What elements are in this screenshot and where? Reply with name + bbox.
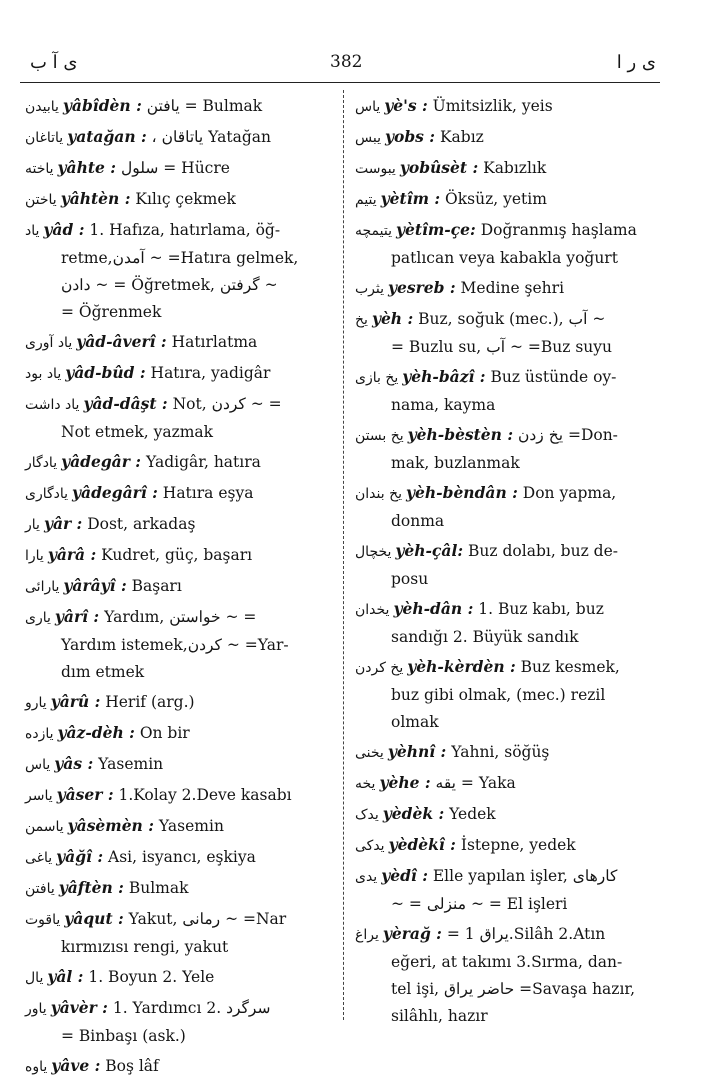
definition-text: silâhlı, hazır [391,1007,488,1025]
arabic-headword: یبوست [355,161,396,177]
transliteration: yâve : [51,1056,101,1075]
definition-text: retme,آمدن ~ =Hatıra gelmek, [61,249,299,267]
dictionary-entry [355,421,655,477]
entry-line [355,537,655,566]
entry-line [355,421,655,450]
transliteration: yatağan : [67,127,147,146]
dictionary-entry [355,479,655,535]
entry-line [355,245,655,272]
transliteration: yâl : [47,967,84,986]
entry-line [355,769,655,798]
definition-text: Buz dolabı, buz de- [468,542,619,560]
definition-text: buz gibi olmak, (mec.) rezil [391,686,606,704]
dictionary-entry [25,719,335,748]
left-column [25,92,335,1083]
dictionary-entry [25,185,335,214]
entry-line [25,245,335,272]
definition-text: یقه = Yaka [435,774,516,792]
transliteration: yâsèmèn : [67,816,154,835]
dictionary-entry [355,154,655,183]
definition-text: = یراق 1.Silâh 2.Atın [446,925,606,943]
arabic-headword: یاسمن [25,819,64,835]
definition-text: 1. Boyun 2. Yele [88,968,215,986]
arabic-headword: یارا [25,548,44,564]
arabic-headword: یاس [355,99,381,115]
entry-line [25,688,335,717]
transliteration: yèh-dân : [393,599,474,618]
dictionary-entry [25,781,335,810]
arabic-headword: یاری [25,610,51,626]
arabic-headword: یاد [25,223,40,239]
definition-text: Kudret, güç, başarı [101,546,253,564]
definition-text: Boş lâf [105,1057,159,1075]
arabic-headword: یادگار [25,455,58,471]
transliteration: yârâyî : [63,576,127,595]
transliteration: yâd-bûd : [65,363,146,382]
arabic-headword: یخنی [355,745,384,761]
arabic-headword: یخه [355,776,376,792]
entry-line [25,448,335,477]
entry-line [25,572,335,601]
transliteration: yobs : [384,127,436,146]
definition-text: سلول = Hücre [120,159,230,177]
definition-text: Yedek [449,805,496,823]
right-column [355,92,655,1032]
entry-line [25,272,335,299]
arabic-headword: یدک [355,807,379,823]
entry-line [355,976,655,1003]
transliteration: yèdèk : [382,804,445,823]
transliteration: yârû : [50,692,101,711]
transliteration: yâz-dèh : [57,723,135,742]
entry-line [25,719,335,748]
entry-line [25,603,335,632]
entry-line [355,450,655,477]
arabic-headword: یخ بازی [355,370,399,386]
transliteration: yèh-çâl: [395,541,464,560]
entry-line [355,566,655,593]
definition-text: یافتن = Bulmak [146,97,263,115]
dictionary-entry [25,359,335,388]
dictionary-entry [355,769,655,798]
definition-text: Başarı [131,577,182,595]
definition-text: Yardım istemek,کردن ~ =Yar- [61,636,289,654]
transliteration: yèh : [371,309,414,328]
entry-line [355,653,655,682]
entry-line [25,154,335,183]
arabic-headword: یخدان [355,602,390,618]
definition-text: = Öğrenmek [61,303,162,321]
transliteration: yâğî : [56,847,104,866]
arabic-headword: یخ بستن [355,428,404,444]
entry-line [25,185,335,214]
dictionary-entry [25,994,335,1050]
entry-line [25,92,335,121]
definition-text: Yakut, رمانی ~ =Nar [128,910,287,928]
entry-line [25,963,335,992]
definition-text: Buz, soğuk (mec.), آب ~ [418,310,606,328]
transliteration: yâftèn : [58,878,124,897]
definition-text: Buz kesmek, [520,658,620,676]
definition-text: İstepne, yedek [460,836,576,854]
transliteration: yâd-âverî : [76,332,167,351]
arabic-headword: یدکی [355,838,385,854]
entry-line [355,123,655,152]
entry-line [355,305,655,334]
entry-line [25,299,335,326]
header-letters-right: ی ر ا [616,52,656,73]
definition-text: Öksüz, yetim [445,190,547,208]
arabic-headword: یاد بود [25,366,62,382]
arabic-headword: یتیم [355,192,377,208]
entry-line [355,920,655,949]
arabic-headword: یافتن [25,881,55,897]
transliteration: yesreb : [388,278,456,297]
transliteration: yâdegârî : [72,483,158,502]
arabic-headword: یاور [25,1001,47,1017]
entry-line [25,659,335,686]
entry-line [25,541,335,570]
definition-text: On bir [139,724,190,742]
entry-line [355,216,655,245]
transliteration: yârâ : [47,545,97,564]
entry-line [25,328,335,357]
dictionary-entry [355,537,655,593]
definition-text: mak, buzlanmak [391,454,520,472]
definition-text: tel işi, حاضر یراق =Savaşa hazır, [391,980,636,998]
arabic-headword: یابیدن [25,99,59,115]
arabic-headword: یادگاری [25,486,69,502]
arabic-headword: یاغی [25,850,53,866]
definition-text: Hatıra eşya [162,484,254,502]
definition-text: kırmızısı rengi, yakut [61,938,229,956]
transliteration: yè's : [384,96,428,115]
definition-text: olmak [391,713,439,731]
transliteration: yèhe : [379,773,431,792]
definition-text: = Binbaşı (ask.) [61,1027,186,1045]
definition-text: = Buzlu su, آب ~ =Buz suyu [391,338,613,356]
dictionary-entry [355,274,655,303]
entry-line [25,1023,335,1050]
transliteration: yâser : [56,785,114,804]
dictionary-entry [25,216,335,326]
definition-text: Ümitsizlik, yeis [432,97,553,115]
dictionary-entry [355,738,655,767]
entry-line [355,891,655,918]
transliteration: yèhnî : [387,742,447,761]
arabic-headword: یدی [355,869,378,885]
entry-line [25,994,335,1023]
transliteration: yâbîdèn : [62,96,142,115]
dictionary-entry [355,920,655,1030]
arabic-headword: یاوه [25,1059,48,1075]
entry-line [355,479,655,508]
arabic-headword: یاسر [25,788,53,804]
entry-line [355,595,655,624]
entry-line [25,510,335,539]
entry-line [25,905,335,934]
definition-text: Yardım, خواستن ~ = [104,608,257,626]
dictionary-entry [355,653,655,736]
arabic-headword: یاخته [25,161,54,177]
transliteration: yâhte : [57,158,117,177]
dictionary-entry [25,572,335,601]
entry-line [25,843,335,872]
entry-line [355,949,655,976]
arabic-headword: یخ کردن [355,660,404,676]
definition-text: دادن ~ = Öğretmek, گرفتن ~ [61,276,278,294]
dictionary-entry [25,1052,335,1081]
entry-line [355,800,655,829]
dictionary-entry [25,963,335,992]
dictionary-entry [25,328,335,357]
definition-text: Kabızlık [483,159,547,177]
transliteration: yèrağ : [382,924,442,943]
definition-text: 1. Yardımcı 2. سرگرد [112,999,271,1017]
page-number: 382 [330,52,363,72]
entry-line [25,479,335,508]
definition-text: Yasemin [98,755,164,773]
transliteration: yètîm : [380,189,441,208]
arabic-headword: یاقوت [25,912,61,928]
entry-line [25,750,335,779]
arabic-headword: یبس [355,130,381,146]
definition-text: Not etmek, yazmak [61,423,214,441]
arabic-headword: یارائی [25,579,60,595]
dictionary-entry [25,390,335,446]
definition-text: Herif (arg.) [105,693,195,711]
column-divider [343,90,344,1020]
arabic-headword: یازده [25,726,54,742]
definition-text: 1.Kolay 2.Deve kasabı [118,786,292,804]
dictionary-entry [25,603,335,686]
definition-text: Kılıç çekmek [135,190,236,208]
definition-text: Asi, isyancı, eşkiya [108,848,256,866]
transliteration: yèh-kèrdèn : [407,657,516,676]
definition-text: sandığı 2. Büyük sandık [391,628,579,646]
definition-text: 1. Buz kabı, buz [478,600,604,618]
definition-text: nama, kayma [391,396,496,414]
dictionary-entry [25,843,335,872]
dictionary-entry [25,750,335,779]
arabic-headword: یاتاغان [25,130,64,146]
definition-text: Doğranmış haşlama [480,221,637,239]
arabic-headword: یخ بندان [355,486,403,502]
definition-text: Hatırlatma [171,333,258,351]
entry-line [355,508,655,535]
definition-text: Elle yapılan işler, کارهای [432,867,618,885]
entry-line [355,334,655,361]
transliteration: yèh-bèndân : [406,483,518,502]
dictionary-entry [25,479,335,508]
definition-text: Dost, arkadaş [87,515,196,533]
entry-line [25,1052,335,1081]
transliteration: yâr : [43,514,83,533]
entry-line [355,363,655,392]
dictionary-entry [25,874,335,903]
header-rule [20,82,660,83]
definition-text: dım etmek [61,663,145,681]
entry-line [25,934,335,961]
definition-text: Don yapma, [522,484,617,502]
entry-line [355,709,655,736]
transliteration: yèh-bâzî : [402,367,486,386]
arabic-headword: یخ [355,312,368,328]
dictionary-entry [355,363,655,419]
arabic-headword: یال [25,970,44,986]
dictionary-entry [355,216,655,272]
arabic-headword: یتیمچه [355,223,392,239]
transliteration: yèh-bèstèn : [407,425,514,444]
definition-text: posu [391,570,429,588]
dictionary-entry [355,305,655,361]
definition-text: eğeri, at takımı 3.Sırma, dan- [391,953,623,971]
definition-text: donma [391,512,445,530]
dictionary-entry [25,510,335,539]
transliteration: yârî : [54,607,100,626]
arabic-headword: یاد آوری [25,335,73,351]
transliteration: yèdî : [381,866,428,885]
dictionary-entry [355,862,655,918]
dictionary-entry [25,154,335,183]
arabic-headword: یار [25,517,40,533]
entry-line [25,359,335,388]
dictionary-entry [355,185,655,214]
definition-text: 1. Hafıza, hatırlama, öğ- [89,221,281,239]
entry-line [355,185,655,214]
definition-text: Medine şehri [460,279,565,297]
arabic-headword: یثرب [355,281,385,297]
dictionary-entry [25,123,335,152]
transliteration: yâqut : [64,909,124,928]
arabic-headword: یراغ [355,927,379,943]
entry-line [25,123,335,152]
definition-text: Yadigâr, hatıra [145,453,261,471]
entry-line [355,154,655,183]
entry-line [25,812,335,841]
transliteration: yobûsèt : [399,158,479,177]
entry-line [25,390,335,419]
entry-line [25,874,335,903]
entry-line [355,862,655,891]
header-letters-left: ی آ ب [30,52,78,73]
entry-line [355,1003,655,1030]
entry-line [25,632,335,659]
dictionary-entry [25,448,335,477]
definition-text: Buz üstünde oy- [490,368,617,386]
definition-text: Not, کردن ~ = [172,395,282,413]
transliteration: yètîm-çe: [395,220,476,239]
arabic-headword: یاس [25,757,51,773]
transliteration: yâd-dâşt : [83,394,168,413]
dictionary-entry [355,123,655,152]
transliteration: yâs : [54,754,94,773]
definition-text: یخ زدن =Don- [518,426,618,444]
definition-text: ، یاتاقان Yatağan [151,128,272,146]
arabic-headword: یخچال [355,544,392,560]
transliteration: yèdèkî : [388,835,456,854]
transliteration: yâd : [43,220,85,239]
definition-text: Yasemin [158,817,224,835]
entry-line [355,738,655,767]
transliteration: yâdegâr : [61,452,142,471]
definition-text: Bulmak [128,879,189,897]
dictionary-entry [25,688,335,717]
entry-line [355,92,655,121]
dictionary-entry [355,800,655,829]
definition-text: patlıcan veya kabakla yoğurt [391,249,618,267]
entry-line [355,624,655,651]
entry-line [355,392,655,419]
definition-text: Yahni, söğüş [451,743,550,761]
dictionary-entry [25,905,335,961]
transliteration: yâvèr : [50,998,108,1017]
dictionary-entry [25,541,335,570]
dictionary-entry [25,92,335,121]
transliteration: yâhtèn : [60,189,131,208]
entry-line [25,781,335,810]
entry-line [25,216,335,245]
definition-text: Kabız [439,128,484,146]
entry-line [355,274,655,303]
definition-text: ~ = منزلی ~ = El işleri [391,895,568,913]
dictionary-entry [355,831,655,860]
arabic-headword: یاختن [25,192,57,208]
arabic-headword: یارو [25,695,47,711]
arabic-headword: یاد داشت [25,397,80,413]
entry-line [355,831,655,860]
dictionary-entry [355,595,655,651]
dictionary-entry [25,812,335,841]
definition-text: Hatıra, yadigâr [150,364,271,382]
dictionary-entry [355,92,655,121]
entry-line [25,419,335,446]
entry-line [355,682,655,709]
